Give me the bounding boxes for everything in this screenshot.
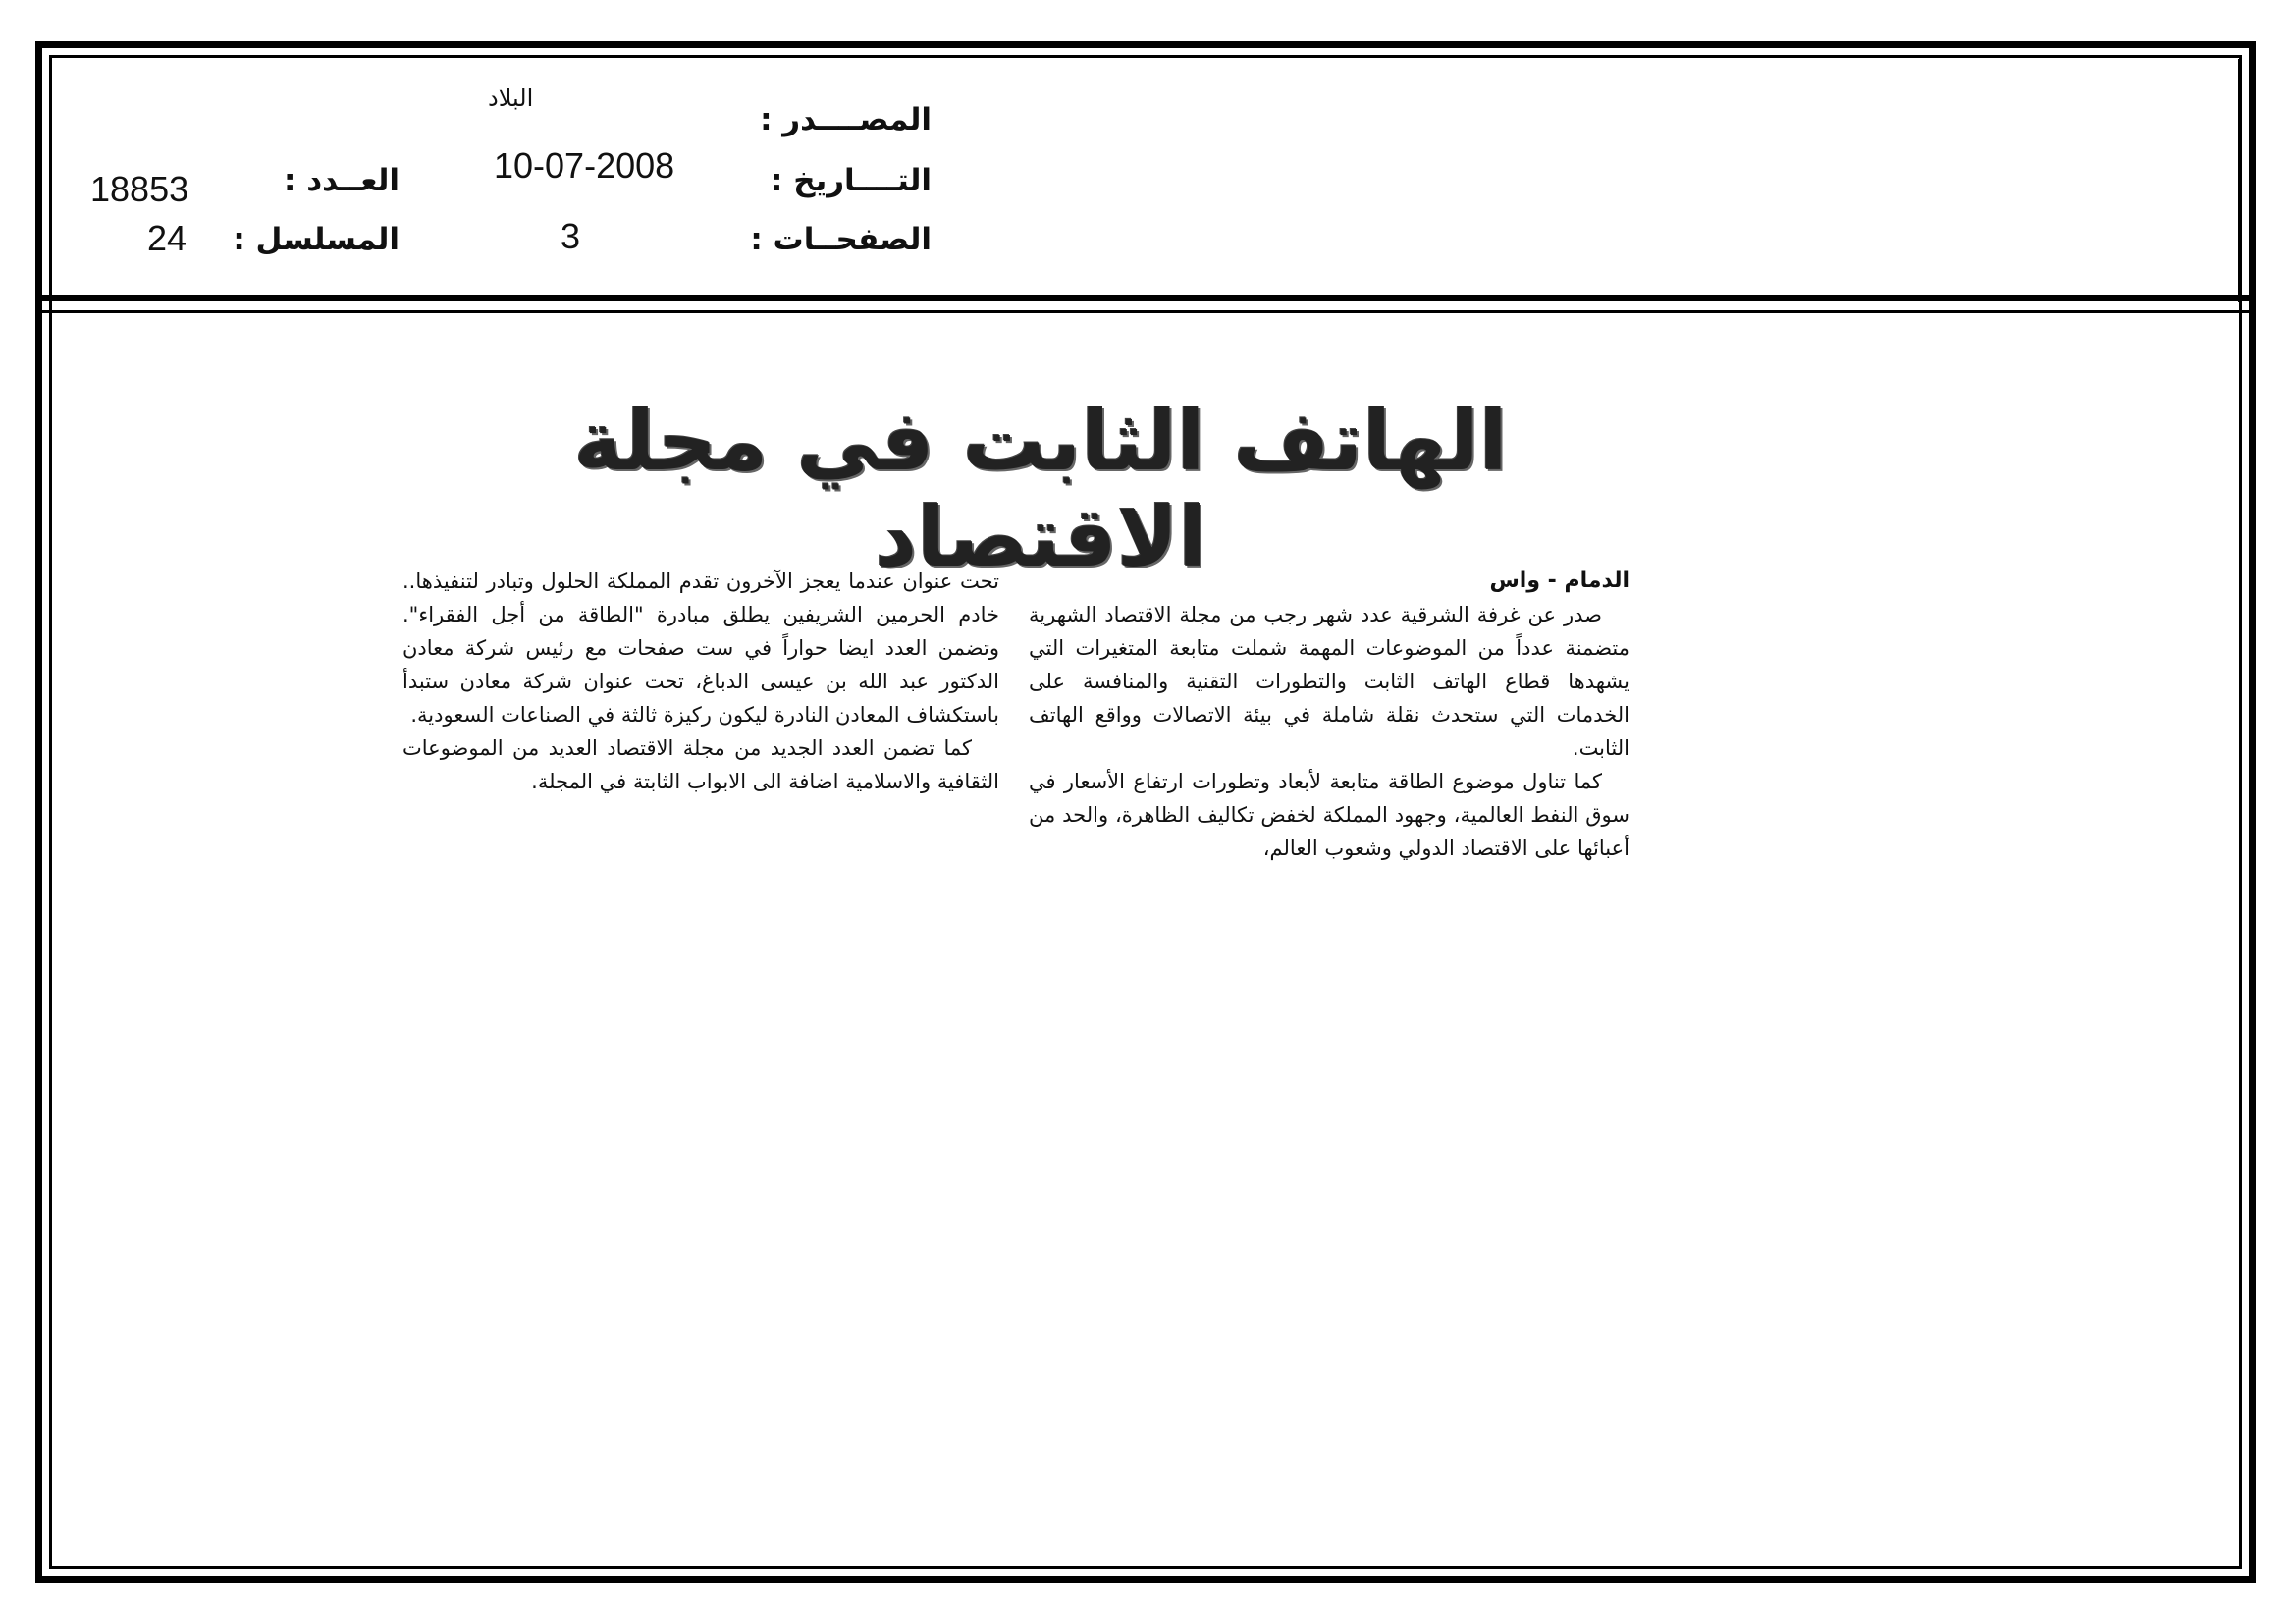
article-headline: الهاتف الثابت في مجلة الاقتصاد bbox=[573, 393, 1508, 585]
issue-label: العــدد : bbox=[284, 163, 400, 198]
source-label: المصــــدر : bbox=[760, 102, 932, 137]
article-column-right bbox=[1029, 565, 1629, 865]
article-column-left bbox=[402, 565, 999, 798]
date-label: التــــاريخ : bbox=[771, 163, 932, 198]
date-value: 10-07-2008 bbox=[494, 145, 675, 186]
article-paragraph: صدر عن غرفة الشرقية عدد شهر رجب من مجلة الاقتصاد الشهرية متضمنة عدداً من الموضوعات المهمة شملت متابعة المتغيرات التي يشهدها قطاع الهاتف الثابت والتطورات التقنية والمنافسة على الخدمات التي ستحدث نقلة شاملة في بيئة الاتصالات وواقع الهاتف الثابت. bbox=[1029, 603, 1629, 760]
header-right-rule bbox=[2238, 59, 2241, 302]
serial-label: المسلسل : bbox=[233, 222, 400, 257]
header-divider-thin bbox=[39, 310, 2252, 313]
article-paragraph: كما تضمن العدد الجديد من مجلة الاقتصاد العديد من الموضوعات الثقافية والاسلامية اضافة الى الابواب الثابتة في المجلة. bbox=[402, 736, 999, 793]
serial-value: 24 bbox=[147, 218, 187, 258]
header-divider bbox=[39, 295, 2252, 301]
pages-label: الصفحــات : bbox=[750, 222, 932, 257]
article-paragraph: كما تناول موضوع الطاقة متابعة لأبعاد وتطورات ارتفاع الأسعار في سوق النفط العالمية، وجهود المملكة لخفض تكاليف الظاهرة، والحد من أعبائها على الاقتصاد الدولي وشعوب العالم، bbox=[1029, 770, 1629, 860]
issue-value: 18853 bbox=[90, 169, 189, 209]
article-paragraph: تحت عنوان عندما يعجز الآخرون تقدم المملكة الحلول وتبادر لتنفيذها.. خادم الحرمين الشريفين يطلق مبادرة "الطاقة من أجل الفقراء". وتضمن العدد ايضا حواراً في ست صفحات مع رئيس شركة معادن الدكتور عبد الله بن عيسى الدباغ، تحت عنوان شركة معادن ستبدأ باستكشاف المعادن النادرة ليكون ركيزة ثالثة في الصناعات السعودية. bbox=[402, 569, 999, 727]
pages-value: 3 bbox=[561, 216, 581, 256]
source-value: البلاد bbox=[488, 84, 534, 112]
article-dateline: الدمام - واس bbox=[1489, 568, 1629, 593]
